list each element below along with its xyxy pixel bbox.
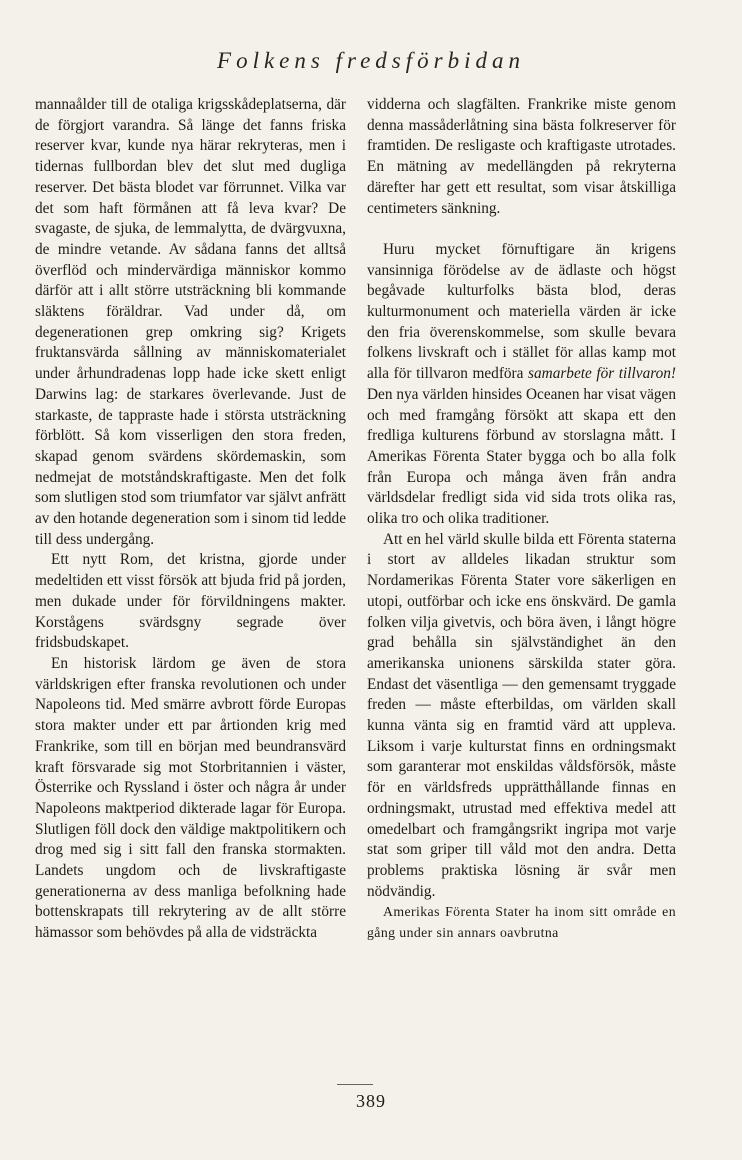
footer-rule xyxy=(337,1084,373,1085)
paragraph-text: Huru mycket förnuftigare än krigens vansinniga förödelse av de ädlaste och högst begåvade kulturfolks bästa blod, deras kulturmonument och materiella värden är icke den fria överenskommelse, som skulle bevara folkens livskraft och i stället för allas kamp mot alla för tillvaron medföra xyxy=(367,240,676,383)
paragraph: mannaålder till de otaliga krigsskådeplatserna, där de förgjort varandra. Så länge det fanns friska reserver kvar, kunde nya härar rekryteras, men i tidernas fullbordan blev det slut med dugliga reserver. Det bästa blodet var förrunnet. Vilka var det som haft förmånen att få leva kvar? De svagaste, de sjuka, de lemmalytta, de dvärgvuxna, de mindre vetande. Av sådana fanns det alltså överflöd och mindervärdiga människor kommo därför att i allt större utsträckning bli kommande släktens föräldrar. Vad under då, om degenerationen grep omkring sig? Krigets fruktansvärda sållning av människomaterialet under århundradenas lopp hade icke skett enligt Darwins lag: de starkares överlevande. Just de starkaste, de tappraste hade i största utsträckning förblött. Så kom visserligen den stora freden, skapad genom svärdens skördemaskin, som nedmejat de motståndskraftigaste. Men det folk som slutligen stod som triumfator var självt anfrätt av den hotande degeneration som i sinom tid ledde till dess undergång. xyxy=(35,96,346,548)
right-column xyxy=(367,95,676,944)
paragraph: Ett nytt Rom, det kristna, gjorde under medeltiden ett visst försök att bjuda frid på jorden, men dukade under för förvildningens makter. Korstågens svärdsgny segrade över fridsbudskapet. xyxy=(35,551,346,652)
emphasized-text: samarbete för tillvaron! xyxy=(528,365,676,383)
paragraph: Att en hel värld skulle bilda ett Förenta staterna i stort av alldeles likadan struktur som Nordamerikas Förenta Stater vore säkerligen en utopi, outförbar och icke ens önskvärd. De gamla folken vilja givetvis, och böra även, i långt högre grad behålla sin självständighet än den amerikanska unionens särskilda stater göra. Endast det väsentliga — den gemensamt tryggade freden — måste efterbildas, om världen skall kunna vänta sig en framtid värd att uppleva. Liksom i varje kulturstat finns en ordningsmakt som garanterar mot enskildas våldsförsök, måste för en världsfreds upprätthållande finnas en ordningsmakt, utrustad med effektiva medel att omedelbart och framgångsrikt ingripa mot varje stat som griper till våld mot den andra. Detta problems praktiska lösning är svår men nödvändig. xyxy=(367,530,676,900)
running-header: Folkens fredsförbidan xyxy=(217,48,525,73)
paragraph: vidderna och slagfälten. Frankrike miste genom denna massåderlåtning sina bästa folkreserver för framtiden. De resligaste och kraftigaste utrotades. En mätning av medellängden på rekryterna därefter har gett ett resultat, som visar åtskilliga centimeters sänkning. xyxy=(367,96,676,217)
page-number: 389 xyxy=(356,1091,386,1111)
paragraph: En historisk lärdom ge även de stora världskrigen efter franska revolutionen och under Napoleons tid. Med smärre avbrott förde Europas stora makter under ett par årtionden krig med Frankrike, som till en början med beundransvärd kraft försvarade sig mot Storbritannien i väster, Österrike och Ryssland i öster och några år under Napoleons maktperiod dikterade lagar för Europa. Slutligen föll dock den väldige maktpolitikern och drog med sig i sitt fall den franska stormakten. Landets ungdom och de livskraftigaste generationerna av dess manliga befolkning hade bottenskrapats till rekrytering av de allt större hämassor som behövdes på alla de vidsträckta xyxy=(35,654,346,942)
paragraph-text: Den nya världen hinsides Oceanen har visat vägen och med framgång försökt att skapa ett den fredliga kulturens förbund av storslagna mått. I Amerikas Förenta Stater bygga och bo alla folk från Europa och många även från andra världsdelar fredligt sida vid sida trots olika ras, olika tro och olika traditioner. xyxy=(367,385,676,528)
paragraph: Amerikas Förenta Stater ha inom sitt område en gång under sin annars oavbrutna xyxy=(367,904,676,941)
paragraph xyxy=(367,240,676,530)
left-column xyxy=(35,95,346,944)
